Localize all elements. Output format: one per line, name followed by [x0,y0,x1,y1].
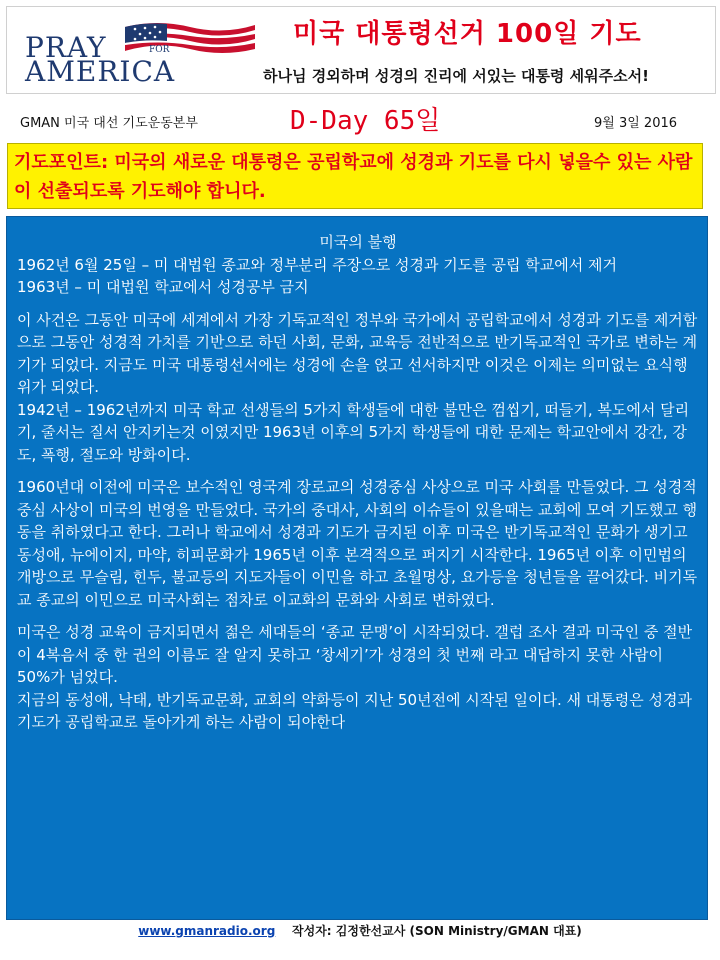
pray-for-america-logo [17,15,257,88]
timeline-1963: 1963년 – 미 대법원 학교에서 성경공부 금지 [17,278,309,296]
prayer-point-box: 기도포인트: 미국의 새로운 대통령은 공립학교에 성경과 기도를 다시 넣을수 있는 사람이 선출되도록 기도해야 합니다. [7,143,703,209]
paragraph-5: 지금의 동성애, 낙태, 반기독교문화, 교회의 약화등이 지난 50년전에 시작된 일이다. 새 대통령은 성경과 기도가 공립학교로 돌아가게 하는 사람이 되야한다 [17,690,692,731]
paragraph-3: 1960년대 이전에 미국은 보수적인 영국계 장로교의 성경중심 사상으로 미국 사회를 만들었다. 그 성경적 중심 사상이 미국의 번영을 만들었다. 국가의 중대사, 사회의 이슈들이 있을때는 교회에 모여 기도했고 행동을 취하였다고 한다. 그러나 학교에서 성경과 기도가 금지된 이후 미국은 반기독교적인 문화가 생기고 동성애, 뉴에이지, 마약, 히피문화가 1965년 이후 본격적으로 퍼지기 시작한다. 1965년 이후 이민법의 개방으로 무슬림, 힌두, 불교등의 지도자들이 이민을 하고 초월명상, 요가등을 청년들을 끌어갔다. 비기독교 종교의 이민으로 미국사회는 점차로 이교화의 문화와 사회로 변하였다. [17,478,698,609]
author-credit: 작성자: 김정한선교사 (SON Ministry/GMAN 대표) [292,924,582,938]
publish-date: 9월 3일 2016 [594,116,678,131]
timeline-1962: 1962년 6월 25일 – 미 대법원 종교와 정부분리 주장으로 성경과 기도를 공립 학교에서 제거 [17,255,617,274]
paragraph-2: 1942년 – 1962년까지 미국 학교 선생들의 5가지 학생들에 대한 불만은 껌씹기, 떠들기, 복도에서 달리기, 줄서는 질서 안지키는것 이였지만 1963년 이후의 5가지 학생들에 대한 문제는 학교안에서 강간, 강도, 폭행, 절도와 방화이다. [17,400,690,464]
footer [0,922,720,939]
paragraph-1: 이 사건은 그동안 미국에 세계에서 가장 기독교적인 정부와 국가에서 공립학교에서 성경과 기도를 제거함으로 그동안 성경적 가치를 기반으로 하던 사회, 문화, 교육등 전반적으로 반기독교적인 국가로 변하는 계기가 되었다. 지금도 미국 대통령선서에는 성경에 손을 얹고 선서하지만 이것은 이제는 의미없는 요식행위가 되었다. [17,310,698,396]
organization-name: GMAN 미국 대선 기도운동본부 [20,116,198,131]
page-title: 미국 대통령선거 100일 기도 [293,19,642,49]
article-title: 미국의 불행 [319,233,397,251]
american-flag-icon [125,19,255,53]
page-subtitle: 하나님 경외하며 성경의 진리에 서있는 대통령 세워주소서! [263,67,649,85]
logo-for-text: FOR [149,45,170,55]
header-banner [6,6,716,94]
article-body [6,216,708,920]
website-link[interactable]: www.gmanradio.org [138,924,276,938]
logo-pray-text: PRAY [25,31,107,64]
paragraph-4: 미국은 성경 교육이 금지되면서 젊은 세대들의 ‘종교 문맹’이 시작되었다. 갤럽 조사 결과 미국인 중 절반이 4복음서 중 한 권의 이름도 잘 알지 못하고 ‘창세기’가 성경의 첫 번째 라고 대답하지 못한 사람이 50%가 넘었다. [17,623,693,686]
logo-america-text: AMERICA [25,55,176,88]
d-day-counter: D-Day 65일 [290,106,441,136]
